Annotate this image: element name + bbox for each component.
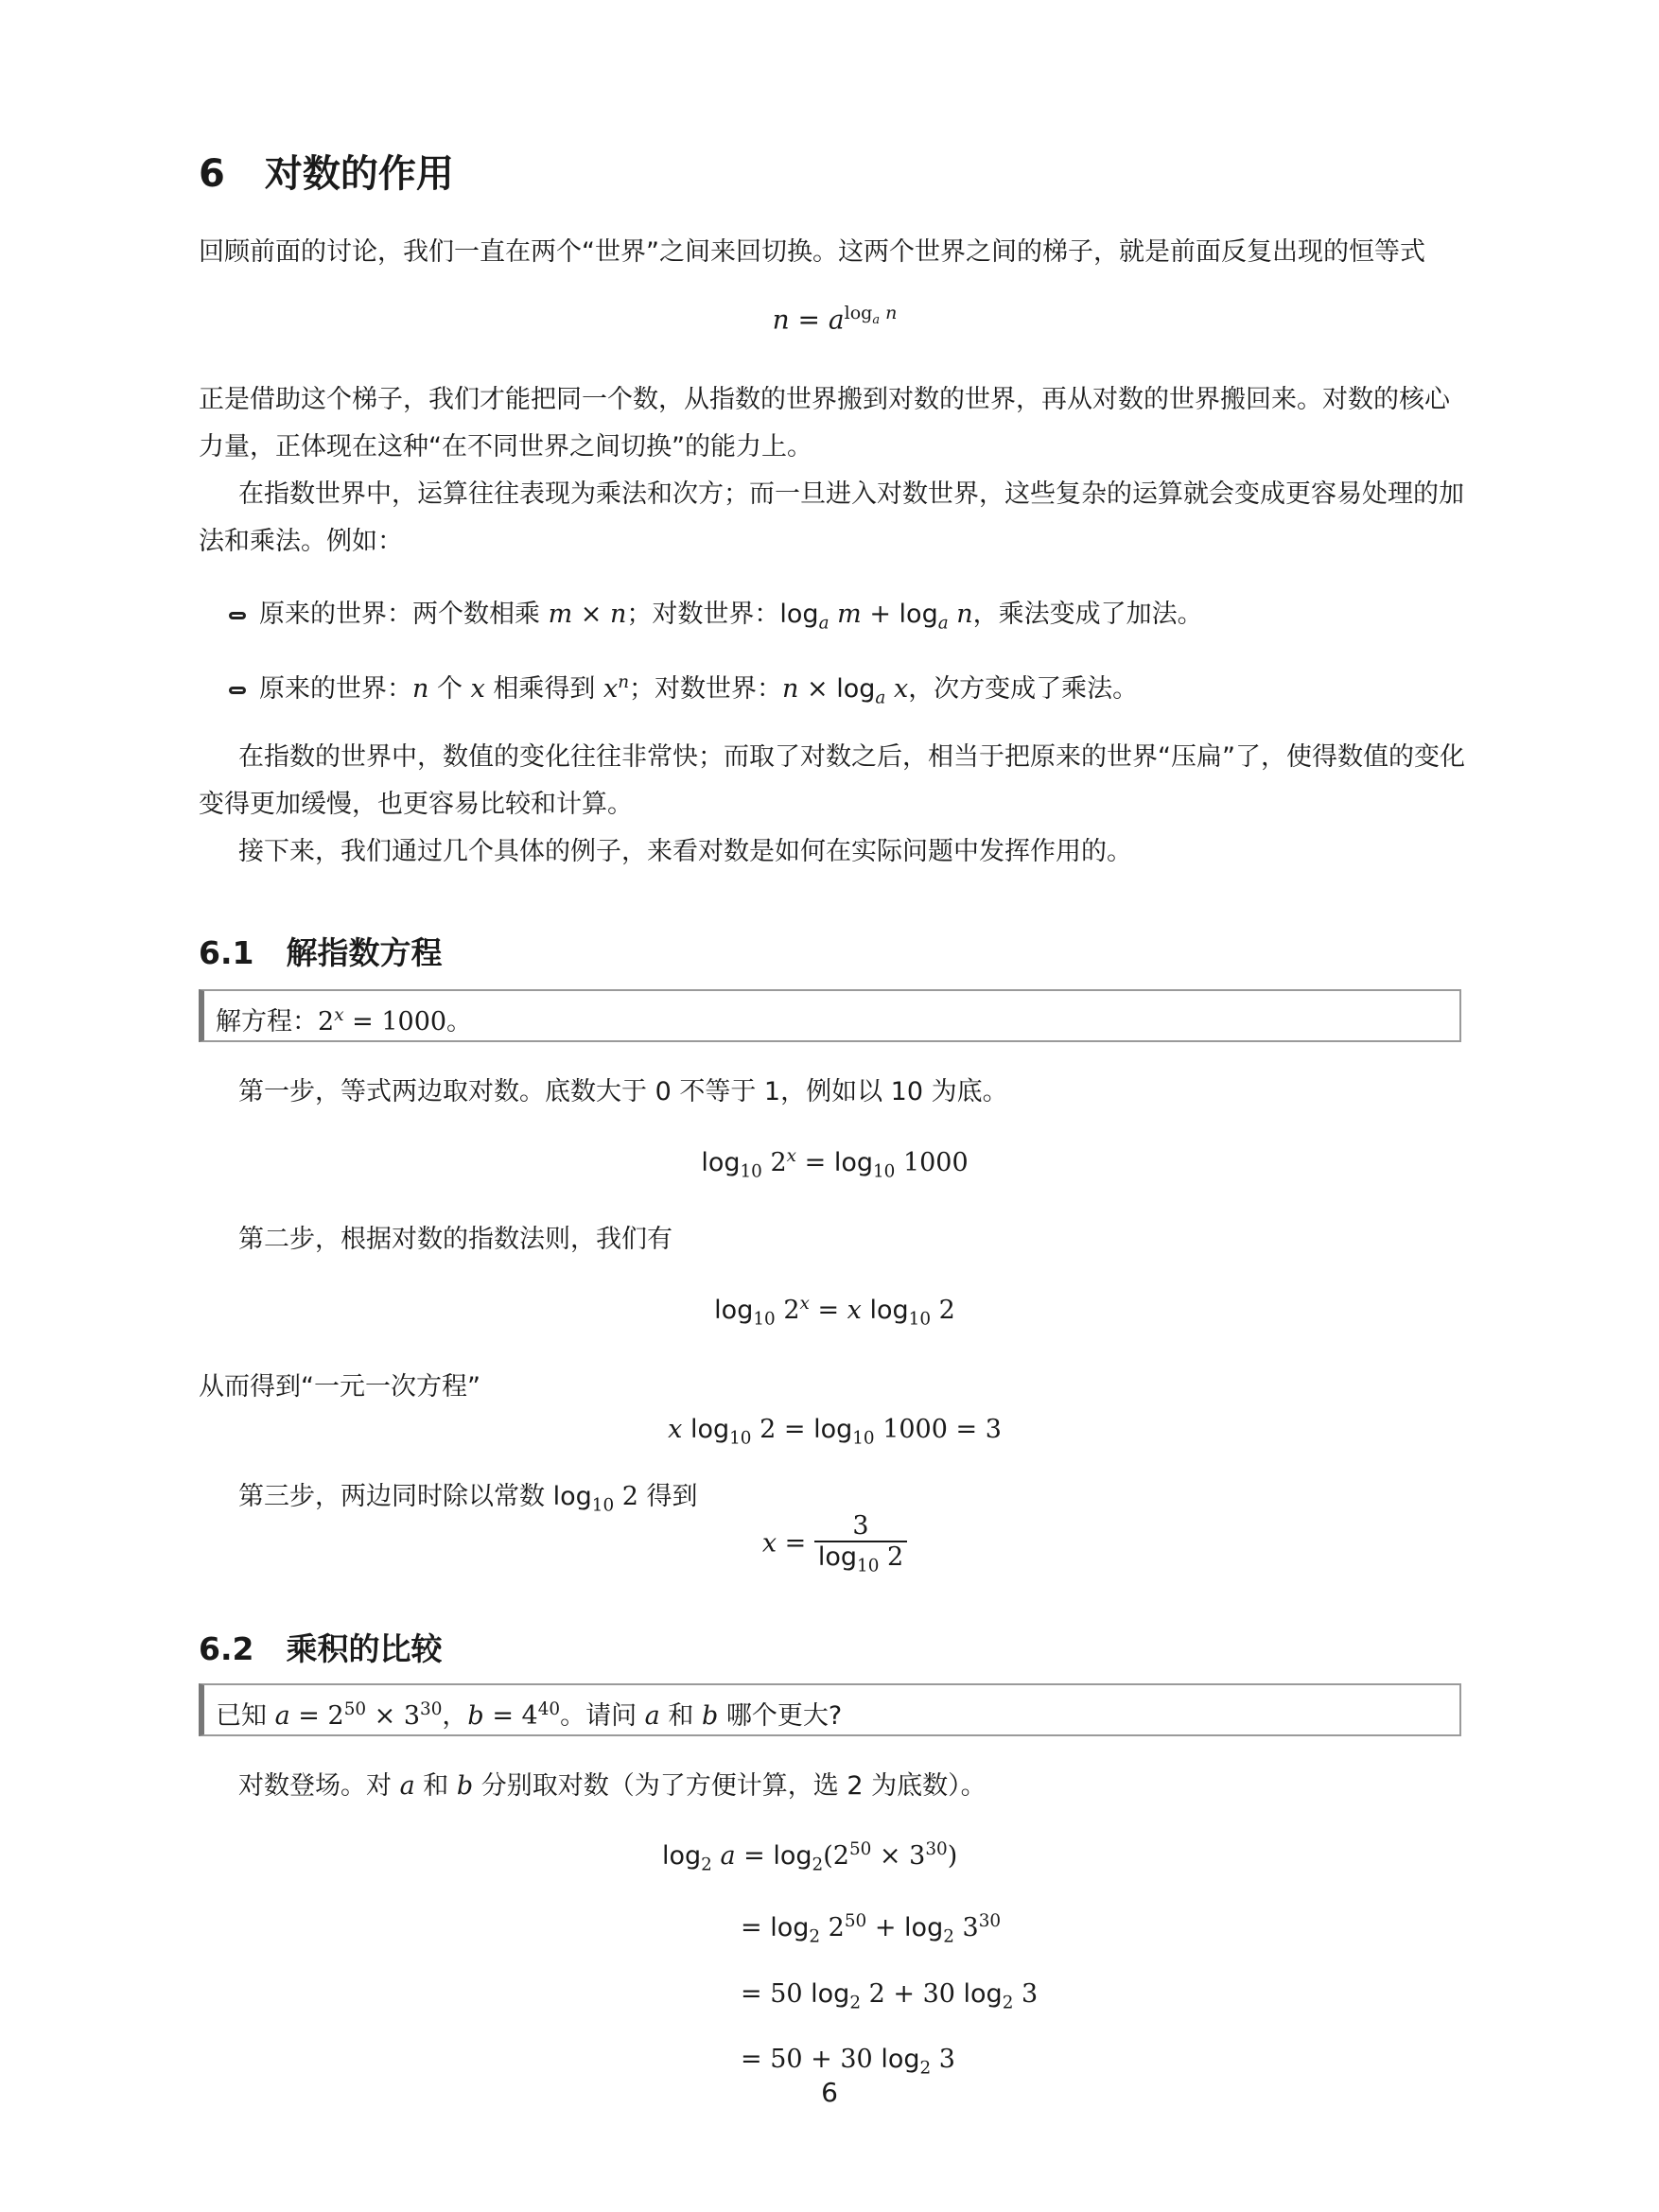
equation-solution: x = $\frac{3}{\log_{10} 2}$ — [199, 1511, 1471, 1576]
section-heading — [199, 144, 454, 198]
paragraph-ladder: 正是借助这个梯子，我们才能把同一个数，从指数的世界搬到对数的世界，再从对数的世界搬回来。对数的核心力量，正体现在这种“在不同世界之间切换”的能力上。 — [199, 385, 1450, 462]
problem-box: 解方程：2$^x$ = 1000。 — [199, 989, 1461, 1042]
derivation-line: = 50 + 30 $\log_2 3$ — [741, 2045, 955, 2079]
derivation-line: = 50 $\log_2 2 + 30$ $\log_2 3$ — [741, 1978, 1039, 2013]
logarithm-intro: 对数登场。对 a 和 b 分别取对数（为了方便计算，选 2 为底数）。 — [238, 1771, 987, 1801]
subsection-heading: 6.2 乘积的比较 — [199, 1630, 443, 1667]
page-number: 6 — [821, 2077, 838, 2108]
step-two: 第二步，根据对数的指数法则，我们有 — [238, 1225, 672, 1254]
paragraph-worlds: 在指数世界中，运算往往表现为乘法和次方；而一旦进入对数世界，这些复杂的运算就会变成更容易处理的加法和乘法。例如： — [199, 479, 1464, 556]
bullet-icon — [229, 687, 246, 694]
step-three: 第三步，两边同时除以常数 $\log_{10} 2$ 得到 — [238, 1482, 698, 1516]
section-number: 6 — [199, 152, 225, 196]
intro-paragraph: 回顾前面的讨论，我们一直在两个“世界”之间来回切换。这两个世界之间的梯子，就是前面反复出现的恒等式 — [199, 237, 1425, 267]
list-item: 原来的世界：两个数相乘 m × n；对数世界：$\log_a m + \log_a n$，乘法变成了加法。 — [229, 596, 1203, 642]
equation-linear: x $\log_{10} 2 = \log_{10} 1000 = 3$ — [668, 1415, 1002, 1449]
identity-equation: $n = a^{log_a n}$ — [772, 303, 898, 336]
list-item: 原来的世界：n 个 x 相乘得到 $x^n$；对数世界：$n \times \log_a x$，次方变成了乘法。 — [229, 664, 1138, 717]
bullet-icon — [229, 612, 246, 619]
step-one: 第一步，等式两边取对数。底数大于 0 不等于 1，例如以 10 为底。 — [238, 1077, 1008, 1106]
paragraph-compress: 在指数的世界中，数值的变化往往非常快；而取了对数之后，相当于把原来的世界“压扁”了，使得数值的变化变得更加缓慢，也更容易比较和计算。 — [199, 742, 1465, 819]
problem-box: 已知 $a = 2^{50} \times 3^{30}$，$b = 4^{40}$。请问 a 和 b 哪个更大? — [199, 1683, 1461, 1736]
derivation-line: = $\log_2 2^{50} + \log_2 3^{30}$ — [741, 1911, 1002, 1947]
subsection-heading: 6.1 解指数方程 — [199, 934, 443, 971]
aligned-derivation — [662, 1821, 1135, 2098]
derivation-line: $\log_2 a = \log_2(2^{50} \times 3^{30})$ — [662, 1839, 958, 1875]
section-title: 对数的作用 — [264, 152, 454, 196]
linear-equation-text: 从而得到“一元一次方程” — [199, 1372, 480, 1402]
paragraph-next: 接下来，我们通过几个具体的例子，来看对数是如何在实际问题中发挥作用的。 — [238, 837, 1132, 866]
equation-power-rule: $\log_{10} 2^x = x$ $\log_{10} 2$ — [714, 1294, 955, 1330]
equation-log-both: $\log_{10} 2^x = \log_{10} 1000$ — [701, 1146, 969, 1182]
